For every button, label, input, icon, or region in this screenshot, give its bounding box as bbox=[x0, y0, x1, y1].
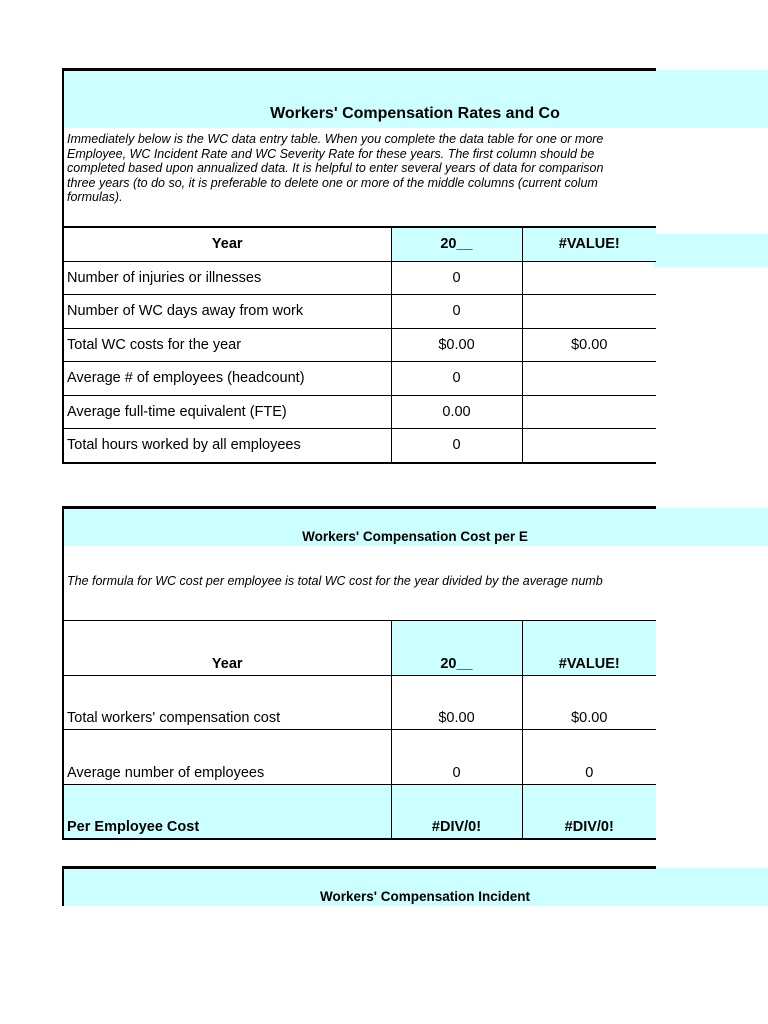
table-row bbox=[64, 429, 656, 463]
result-cell: #DIV/0! bbox=[522, 784, 656, 839]
data-cell[interactable]: 0 bbox=[391, 295, 522, 329]
header-strip-1b bbox=[654, 234, 768, 267]
year-header: Year bbox=[64, 227, 391, 261]
row-label: Total hours worked by all employees bbox=[64, 429, 391, 463]
row-label: Total WC costs for the year bbox=[64, 328, 391, 362]
section1-title: Workers' Compensation Rates and Co bbox=[270, 105, 560, 122]
table-row bbox=[64, 395, 656, 429]
data-cell: 0 bbox=[522, 730, 656, 785]
header-strip-3 bbox=[654, 868, 768, 906]
data-cell[interactable] bbox=[522, 261, 656, 295]
cost-per-employee-section bbox=[62, 506, 656, 840]
data-cell[interactable] bbox=[522, 429, 656, 463]
year-col-1-header[interactable]: 20__ bbox=[391, 227, 522, 261]
data-cell[interactable] bbox=[522, 295, 656, 329]
wc-data-entry-table bbox=[64, 226, 656, 464]
table-header-row bbox=[64, 227, 656, 261]
section2-title: Workers' Compensation Cost per E bbox=[302, 529, 528, 544]
header-strip-1 bbox=[654, 70, 768, 128]
table-header-row bbox=[64, 621, 656, 676]
row-label: Average number of employees bbox=[64, 730, 391, 785]
data-cell[interactable]: 0 bbox=[391, 362, 522, 396]
cost-per-employee-table bbox=[64, 620, 656, 840]
year-col-1-header: 20__ bbox=[391, 621, 522, 676]
data-cell: 0 bbox=[391, 730, 522, 785]
data-cell[interactable]: 0 bbox=[391, 429, 522, 463]
intro-line: completed based upon annualized data. It is helpful to enter several years of data for comparison bbox=[67, 161, 604, 175]
table-row bbox=[64, 730, 656, 785]
table-row bbox=[64, 261, 656, 295]
intro-line: Immediately below is the WC data entry table. When you complete the data table for one or more bbox=[67, 132, 604, 146]
result-cell: #DIV/0! bbox=[391, 784, 522, 839]
section1-intro bbox=[64, 128, 656, 226]
row-label: Number of injuries or illnesses bbox=[64, 261, 391, 295]
row-label: Average full-time equivalent (FTE) bbox=[64, 395, 391, 429]
year-col-2-header: #VALUE! bbox=[522, 621, 656, 676]
data-cell[interactable]: 0.00 bbox=[391, 395, 522, 429]
incident-rate-section bbox=[62, 866, 656, 906]
table-row bbox=[64, 328, 656, 362]
header-strip-2 bbox=[654, 508, 768, 546]
intro-line: Employee, WC Incident Rate and WC Severity Rate for these years. The first column should be bbox=[67, 146, 595, 161]
section2-header bbox=[64, 506, 656, 546]
rates-costs-section bbox=[62, 68, 656, 464]
table-row bbox=[64, 295, 656, 329]
per-employee-cost-label: Per Employee Cost bbox=[64, 784, 391, 839]
data-cell: $0.00 bbox=[391, 675, 522, 730]
data-cell[interactable] bbox=[522, 362, 656, 396]
section2-intro: The formula for WC cost per employee is total WC cost for the year divided by the average numb bbox=[67, 574, 603, 588]
row-label: Total workers' compensation cost bbox=[64, 675, 391, 730]
section3-title: Workers' Compensation Incident bbox=[320, 889, 530, 904]
data-cell[interactable]: 0 bbox=[391, 261, 522, 295]
result-row bbox=[64, 784, 656, 839]
year-col-2-header[interactable]: #VALUE! bbox=[522, 227, 656, 261]
table-row bbox=[64, 362, 656, 396]
intro-line: three years (to do so, it is preferable to delete one or more of the middle columns (current colum bbox=[67, 175, 598, 190]
data-cell[interactable]: $0.00 bbox=[522, 328, 656, 362]
year-header: Year bbox=[64, 621, 391, 676]
data-cell[interactable] bbox=[522, 395, 656, 429]
data-cell: $0.00 bbox=[522, 675, 656, 730]
section3-header bbox=[64, 866, 656, 906]
section1-header bbox=[64, 68, 656, 128]
row-label: Number of WC days away from work bbox=[64, 295, 391, 329]
intro-line: formulas). bbox=[67, 190, 123, 204]
data-cell[interactable]: $0.00 bbox=[391, 328, 522, 362]
table-row bbox=[64, 675, 656, 730]
row-label: Average # of employees (headcount) bbox=[64, 362, 391, 396]
